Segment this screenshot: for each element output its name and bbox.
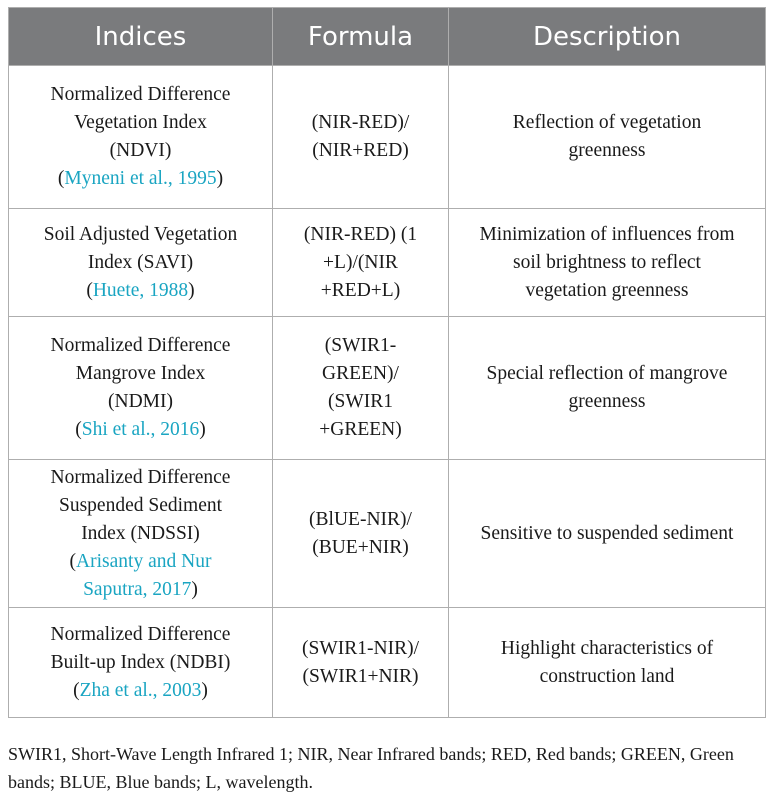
formula-line: GREEN)/ xyxy=(322,363,399,384)
table-row xyxy=(9,608,766,718)
index-line: Index (NDSSI) xyxy=(81,522,200,544)
paren-close: ) xyxy=(199,419,206,440)
index-line: Mangrove Index xyxy=(75,363,206,384)
description-line: vegetation greenness xyxy=(525,279,689,301)
index-line: Normalized Difference xyxy=(50,623,231,645)
paren-open: ( xyxy=(75,419,82,440)
formula-line: (BUE+NIR) xyxy=(312,536,409,558)
citation-line xyxy=(15,677,266,705)
description-line: Reflection of vegetation xyxy=(512,112,702,133)
table-row xyxy=(9,209,766,317)
description-line: soil brightness to reflect xyxy=(513,251,701,273)
description-cell xyxy=(449,66,766,209)
formula-cell xyxy=(273,460,449,608)
paren-open: ( xyxy=(57,168,65,189)
citation-link[interactable]: Zha et al., 2003 xyxy=(79,679,202,701)
description-cell xyxy=(449,608,766,718)
citation-link[interactable]: Shi et al., 2016 xyxy=(81,419,200,440)
header-row xyxy=(9,8,766,66)
citation-line xyxy=(15,548,266,576)
formula-line: (SWIR1+NIR) xyxy=(302,665,419,687)
paren-close: ) xyxy=(188,279,195,301)
description-line: Special reflection of mangrove xyxy=(486,363,728,384)
index-line: (NDMI) xyxy=(108,391,173,412)
paren-close: ) xyxy=(216,168,224,189)
citation-line xyxy=(15,165,266,193)
index-line: Suspended Sediment xyxy=(58,494,223,516)
header-formula: Formula xyxy=(273,8,449,66)
description-line: construction land xyxy=(539,665,675,687)
description-line: Minimization of influences from xyxy=(479,223,735,245)
formula-line: (BlUE-NIR)/ xyxy=(309,508,412,530)
paren-open: ( xyxy=(69,550,77,572)
index-line: Normalized Difference xyxy=(50,335,231,356)
index-cell xyxy=(9,209,273,317)
formula-line: +L)/(NIR xyxy=(323,251,398,273)
formula-cell xyxy=(273,209,449,317)
description-cell xyxy=(449,209,766,317)
table-row xyxy=(9,66,766,209)
index-cell xyxy=(9,66,273,209)
citation-link[interactable]: Huete, 1988 xyxy=(92,279,189,301)
header-description: Description xyxy=(449,8,766,66)
formula-cell xyxy=(273,608,449,718)
index-cell xyxy=(9,317,273,460)
citation-link[interactable]: Saputra, 2017 xyxy=(83,578,192,600)
description-line: greenness xyxy=(568,391,646,412)
formula-line: (NIR+RED) xyxy=(312,140,409,161)
citation-link[interactable]: Arisanty and Nur xyxy=(76,550,212,572)
table-footnote: SWIR1, Short-Wave Length Infrared 1; NIR, Near Infrared bands; RED, Red bands; GREEN, Green bands; BLUE, Blue bands; L, wavelength. xyxy=(8,744,734,792)
formula-line: (SWIR1- xyxy=(324,335,397,356)
index-cell xyxy=(9,608,273,718)
index-line: Normalized Difference xyxy=(50,84,231,105)
formula-cell xyxy=(273,66,449,209)
table-row xyxy=(9,460,766,608)
citation-line xyxy=(15,576,266,604)
formula-line: (NIR-RED)/ xyxy=(311,112,410,133)
formula-line: (SWIR1 xyxy=(328,391,393,412)
description-line: Highlight characteristics of xyxy=(500,637,714,659)
index-line: Soil Adjusted Vegetation xyxy=(43,223,238,245)
formula-line: +RED+L) xyxy=(320,279,401,301)
formula-cell xyxy=(273,317,449,460)
indices-table xyxy=(8,7,766,718)
table-row xyxy=(9,317,766,460)
citation-link[interactable]: Myneni et al., 1995 xyxy=(64,168,217,189)
header-indices: Indices xyxy=(9,8,273,66)
citation-line xyxy=(15,277,266,305)
paren-close: ) xyxy=(201,679,208,701)
index-line: Built-up Index (NDBI) xyxy=(50,651,231,673)
citation-line xyxy=(15,416,266,444)
index-cell xyxy=(9,460,273,608)
index-line: Index (SAVI) xyxy=(87,251,194,273)
formula-line: (NIR-RED) (1 xyxy=(303,223,418,245)
paren-close: ) xyxy=(191,578,198,600)
formula-line: (SWIR1-NIR)/ xyxy=(302,637,419,659)
description-line: Sensitive to suspended sediment xyxy=(480,522,734,544)
index-line: Vegetation Index xyxy=(74,112,207,133)
paren-open: ( xyxy=(73,679,80,701)
description-cell xyxy=(449,460,766,608)
paren-open: ( xyxy=(86,279,93,301)
formula-line: +GREEN) xyxy=(319,419,402,440)
description-cell xyxy=(449,317,766,460)
index-line: (NDVI) xyxy=(109,140,172,161)
description-line: greenness xyxy=(568,140,646,161)
index-line: Normalized Difference xyxy=(50,466,231,488)
